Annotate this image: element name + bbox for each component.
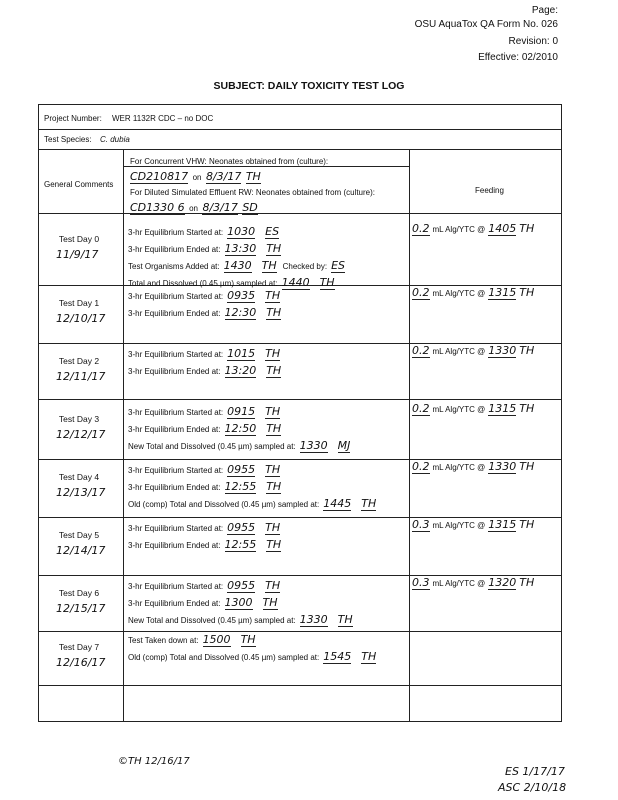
log-entry-label: 3-hr Equilibrium Ended at: [128, 483, 221, 492]
test-day-date: 12/10/17 [56, 312, 106, 325]
log-entry [128, 535, 281, 553]
feeding-label: mL Alg/YTC @ [432, 347, 486, 356]
log-entry-time: 1030 [227, 225, 256, 238]
test-species-value: C. dubia [100, 135, 130, 144]
log-entry-initials: TH [261, 259, 277, 272]
log-entry-time: 1440 [281, 276, 310, 289]
log-entry-time: 12:55 [224, 480, 257, 493]
log-entry-initials: TH [265, 579, 281, 592]
log-entry-label: 3-hr Equilibrium Ended at: [128, 425, 221, 434]
feeding-initials: TH [519, 286, 535, 299]
test-day-date: 12/14/17 [56, 544, 106, 557]
log-entry-time: 13:20 [224, 364, 257, 377]
log-entry-initials: TH [266, 480, 282, 493]
log-entry-initials: TH [262, 596, 278, 609]
feeding-label: mL Alg/YTC @ [432, 579, 486, 588]
log-entry-initials: TH [266, 538, 282, 551]
log-entry-time: 12:50 [224, 422, 257, 435]
log-entry-time: 0935 [227, 289, 256, 302]
log-entry-time: 1545 [323, 650, 352, 663]
log-entry [128, 477, 281, 495]
log-entry [128, 593, 278, 611]
log-entry-label: 3-hr Equilibrium Ended at: [128, 309, 221, 318]
log-entry-time: 1300 [224, 596, 253, 609]
log-entry-initials: TH [265, 289, 281, 302]
log-entry-label: Old (comp) Total and Dissolved (0.45 µm) sampled at: [128, 653, 320, 662]
test-day-label: Test Day 3 [58, 414, 100, 424]
log-entry [128, 361, 281, 379]
log-entry [128, 402, 280, 420]
rw-on: on [189, 204, 198, 213]
log-entry-initials: TH [266, 242, 282, 255]
log-entry [128, 436, 350, 454]
general-comments-label: General Comments [44, 180, 114, 189]
feeding-initials: TH [519, 402, 535, 415]
test-day-label: Test Day 5 [58, 530, 100, 540]
log-entry-time: 0955 [227, 579, 256, 592]
log-entry-initials: TH [266, 364, 282, 377]
log-entry-time: 12:30 [224, 306, 257, 319]
vhw-initials: TH [245, 170, 261, 183]
review-signature-1: ES 1/17/17 [505, 765, 565, 778]
test-species-label: Test Species: [44, 135, 92, 144]
rw-culture: CD1330 6 [130, 201, 185, 214]
log-entry-initials: TH [240, 633, 256, 646]
log-entry-label: 3-hr Equilibrium Started at: [128, 408, 224, 417]
log-entry-label: 3-hr Equilibrium Ended at: [128, 367, 221, 376]
log-entry-label: 3-hr Equilibrium Ended at: [128, 245, 221, 254]
log-entry-initials: TH [319, 276, 335, 289]
feeding-entry [412, 515, 537, 533]
feeding-amount: 0.2 [412, 344, 430, 357]
log-entry-initials: TH [266, 306, 282, 319]
project-number-value: WER 1132R CDC – no DOC [112, 114, 214, 123]
test-day-label: Test Day 1 [58, 298, 100, 308]
test-day-label: Test Day 6 [58, 588, 100, 598]
feeding-initials: TH [519, 576, 535, 589]
feeding-time: 1315 [488, 286, 517, 299]
feeding-amount: 0.2 [412, 460, 430, 473]
feeding-time: 1315 [488, 402, 517, 415]
test-day-date: 12/16/17 [56, 656, 106, 669]
feeding-label: mL Alg/YTC @ [432, 225, 486, 234]
feeding-header: Feeding [475, 186, 504, 195]
feeding-label: mL Alg/YTC @ [432, 405, 486, 414]
log-entry-label: Total and Dissolved (0.45 µm) sampled at: [128, 279, 278, 288]
log-entry-initials: ES [265, 225, 280, 238]
log-entry [128, 630, 256, 648]
feeding-time: 1330 [488, 460, 517, 473]
feeding-initials: TH [519, 222, 535, 235]
form-number: OSU AquaTox QA Form No. 026 [414, 19, 558, 30]
checked-by-initials: ES [331, 259, 346, 272]
page-label: Page: [531, 5, 558, 16]
feeding-entry [412, 219, 537, 237]
log-entry-time: 1330 [299, 613, 328, 626]
footer-note: ©TH 12/16/17 [118, 756, 190, 767]
feeding-entry [412, 399, 537, 417]
log-entry-time: 1445 [323, 497, 352, 510]
log-entry-time: 13:30 [224, 242, 257, 255]
log-entry-time: 1500 [202, 633, 231, 646]
subject-heading: SUBJECT: DAILY TOXICITY TEST LOG [213, 80, 405, 92]
log-entry-label: 3-hr Equilibrium Started at: [128, 292, 224, 301]
vhw-culture: CD210817 [130, 170, 189, 183]
log-entry-time: 0955 [227, 521, 256, 534]
log-entry-initials: TH [265, 521, 281, 534]
log-entry [128, 610, 353, 628]
log-entry [128, 303, 281, 321]
log-entry-label: New Total and Dissolved (0.45 µm) sampled at: [128, 616, 296, 625]
test-day-date: 12/11/17 [56, 370, 106, 383]
log-entry-initials: TH [266, 422, 282, 435]
log-entry [128, 576, 280, 594]
log-entry-time: 1430 [223, 259, 252, 272]
log-entry-label: 3-hr Equilibrium Ended at: [128, 599, 221, 608]
vhw-label: For Concurrent VHW: Neonates obtained from (culture): [130, 157, 329, 166]
rw-label: For Diluted Simulated Effluent RW: Neonates obtained from (culture): [130, 188, 376, 197]
effective-date: Effective: 02/2010 [478, 52, 558, 63]
log-entry-time: 12:55 [224, 538, 257, 551]
log-entry-initials: TH [361, 497, 377, 510]
review-signature-2: ASC 2/10/18 [498, 781, 567, 794]
feeding-entry [412, 457, 537, 475]
feeding-initials: TH [519, 518, 535, 531]
feeding-initials: TH [519, 344, 535, 357]
test-day-date: 12/13/17 [56, 486, 106, 499]
feeding-amount: 0.2 [412, 286, 430, 299]
feeding-label: mL Alg/YTC @ [432, 521, 486, 530]
feeding-initials: TH [519, 460, 535, 473]
project-number-label: Project Number: [44, 114, 102, 123]
rw-entry [130, 198, 258, 216]
log-entry [128, 286, 280, 304]
log-entry [128, 239, 281, 257]
log-entry [128, 222, 279, 240]
log-entry [128, 419, 281, 437]
log-entry [128, 344, 280, 362]
vhw-entry [130, 167, 261, 185]
log-entry-initials: TH [265, 463, 281, 476]
test-day-label: Test Day 2 [58, 356, 100, 366]
feeding-label: mL Alg/YTC @ [432, 289, 486, 298]
test-day-label: Test Day 0 [58, 234, 100, 244]
test-day-label: Test Day 4 [58, 472, 100, 482]
log-entry-label: Test Organisms Added at: [128, 262, 220, 271]
log-entry-label: 3-hr Equilibrium Started at: [128, 466, 224, 475]
log-entry-label: Old (comp) Total and Dissolved (0.45 µm) sampled at: [128, 500, 320, 509]
log-entry-time: 1330 [299, 439, 328, 452]
feeding-entry [412, 341, 537, 359]
log-entry-initials: TH [337, 613, 353, 626]
log-entry-initials: TH [361, 650, 377, 663]
log-entry [128, 460, 280, 478]
vhw-on: on [192, 173, 202, 182]
checked-by-label: Checked by: [282, 262, 328, 271]
feeding-entry [412, 573, 537, 591]
test-day-date: 12/15/17 [56, 602, 106, 615]
log-entry-label: New Total and Dissolved (0.45 µm) sampled at: [128, 442, 296, 451]
feeding-amount: 0.2 [412, 222, 430, 235]
log-entry [128, 494, 376, 512]
log-entry-label: 3-hr Equilibrium Started at: [128, 524, 224, 533]
test-day-label: Test Day 7 [58, 642, 100, 652]
feeding-label: mL Alg/YTC @ [432, 463, 486, 472]
feeding-time: 1405 [488, 222, 517, 235]
vhw-date: 8/3/17 [205, 170, 242, 183]
feeding-time: 1330 [488, 344, 517, 357]
test-day-date: 11/9/17 [56, 248, 99, 261]
rw-date: 8/3/17 [202, 201, 238, 214]
log-entry-time: 0915 [227, 405, 256, 418]
log-entry-time: 0955 [227, 463, 256, 476]
log-entry-label: 3-hr Equilibrium Started at: [128, 228, 224, 237]
feeding-time: 1315 [488, 518, 517, 531]
log-entry-initials: TH [265, 347, 281, 360]
log-entry-label: 3-hr Equilibrium Started at: [128, 350, 224, 359]
feeding-entry [412, 283, 537, 301]
revision: Revision: 0 [508, 36, 558, 47]
feeding-amount: 0.2 [412, 402, 430, 415]
feeding-amount: 0.3 [412, 518, 430, 531]
log-entry-initials: MJ [337, 439, 351, 452]
log-entry-label: 3-hr Equilibrium Started at: [128, 582, 224, 591]
log-entry-initials: TH [265, 405, 281, 418]
log-entry-label: Test Taken down at: [128, 636, 199, 645]
test-day-date: 12/12/17 [56, 428, 106, 441]
rw-initials: SD [242, 201, 258, 214]
feeding-amount: 0.3 [412, 576, 430, 589]
log-entry-time: 1015 [227, 347, 256, 360]
log-entry [128, 256, 345, 274]
log-entry [128, 518, 280, 536]
feeding-time: 1320 [488, 576, 517, 589]
log-entry [128, 647, 376, 665]
log-entry-label: 3-hr Equilibrium Ended at: [128, 541, 221, 550]
